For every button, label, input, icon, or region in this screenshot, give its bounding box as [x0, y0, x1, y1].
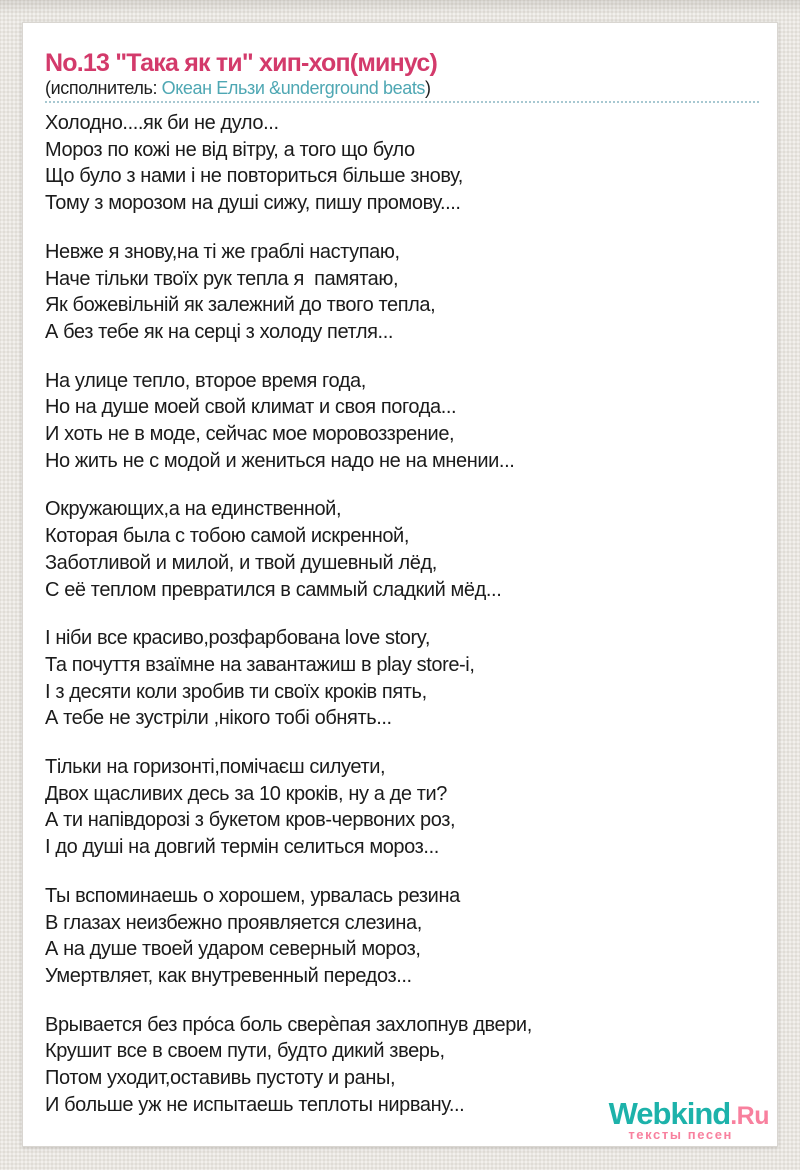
lyric-line: Мороз по кожі не від вітру, а того що було — [45, 138, 415, 161]
lyric-line: Що було з нами і не повториться більше знову, — [45, 165, 463, 188]
lyric-line: Которая была с тобою самой искренной, — [45, 525, 409, 548]
artist-link[interactable]: Океан Ельзи &underground beats — [161, 78, 426, 98]
lyric-line: А ти напівдорозі з букетом кров-червоних роз, — [45, 809, 456, 832]
page-title: No.13 "Така як ти" хип-хоп(минус) — [45, 49, 437, 77]
logo-brand-text: Webkind — [608, 1096, 731, 1131]
lyric-line: В глазах неизбежно проявляется слезина, — [45, 911, 422, 934]
lyric-line: Окружающих,а на единственной, — [45, 498, 342, 521]
lyric-line: А тебе не зустріли ,нікого тобі обнять... — [45, 707, 392, 730]
lyric-line: Невже я знову,на ті же граблі наступаю, — [45, 240, 400, 263]
lyrics-stanza — [45, 883, 759, 990]
lyric-line: На улице тепло, второе время года, — [45, 369, 366, 392]
lyric-line: Та почуття взаїмне на завантажиш в play store-і, — [45, 653, 475, 676]
lyric-line: И больше уж не испытаешь теплоты нирвану... — [45, 1093, 465, 1116]
song-header — [45, 49, 759, 103]
lyric-line: С её теплом превратился в саммый сладкий мёд... — [45, 578, 502, 601]
lyrics-stanza — [45, 496, 759, 603]
webkind-logo[interactable] — [609, 1098, 769, 1145]
artist-label: (исполнитель: — [45, 78, 162, 98]
lyric-line: Но жить не с модой и жениться надо не на мнении... — [45, 449, 515, 472]
lyric-line: Холодно....як би не дуло... — [45, 112, 279, 134]
lyrics-stanza — [45, 625, 759, 732]
lyric-line: І до душі на довгий термін селиться мороз... — [45, 836, 439, 859]
lyrics-stanza — [45, 110, 759, 217]
lyric-line: Врывается без про́са боль сверѐпая захлопнув двери, — [45, 1013, 532, 1036]
lyric-line: Но на душе моей свой климат и своя погода... — [45, 396, 457, 419]
lyric-line: Як божевільній як залежний до твого тепла, — [45, 294, 436, 317]
lyric-line: Заботливой и милой, и твой душевный лёд, — [45, 551, 437, 574]
lyrics-stanza — [45, 368, 759, 475]
lyric-line: Тому з морозом на душі сижу, пишу промову.... — [45, 192, 461, 215]
logo-tld-text: .Ru — [730, 1102, 769, 1130]
artist-line-suffix: ) — [425, 78, 431, 98]
lyric-line: Двох щасливих десь за 10 кроків, ну а де ти? — [45, 782, 448, 805]
logo-tagline-text: тексты песен — [628, 1127, 733, 1142]
webkind-logo-wordmark — [609, 1098, 769, 1129]
lyric-line: Наче тільки твоїх рук тепла я памятаю, — [45, 267, 399, 290]
lyrics-stanza — [45, 239, 759, 346]
lyric-line: І з десяти коли зробив ти своїх кроків пять, — [45, 680, 427, 703]
lyric-line: Крушит все в своем пути, будто дикий зверь, — [45, 1040, 445, 1063]
lyric-line: И хоть не в моде, сейчас мое моровоззрение, — [45, 423, 455, 446]
artist-line — [45, 77, 759, 99]
lyrics-stanza — [45, 754, 759, 861]
lyric-line: Потом уходит,оставивь пустоту и раны, — [45, 1067, 396, 1090]
top-edge-shade — [0, 0, 800, 14]
lyric-line: І ніби все красиво,розфарбована love story, — [45, 627, 431, 650]
lyric-line: Ты вспоминаешь о хорошем, урвалась резина — [45, 884, 460, 907]
lyric-line: Тільки на горизонті,помічаєш силуети, — [45, 756, 386, 779]
lyric-line: А без тебе як на серці з холоду петля... — [45, 320, 394, 343]
lyric-line: Умертвляет, как внутревенный передоз... — [45, 964, 412, 987]
content-sheet — [22, 22, 778, 1147]
lyrics-block — [45, 110, 759, 1119]
lyric-line: А на душе твоей ударом северный мороз, — [45, 938, 421, 961]
